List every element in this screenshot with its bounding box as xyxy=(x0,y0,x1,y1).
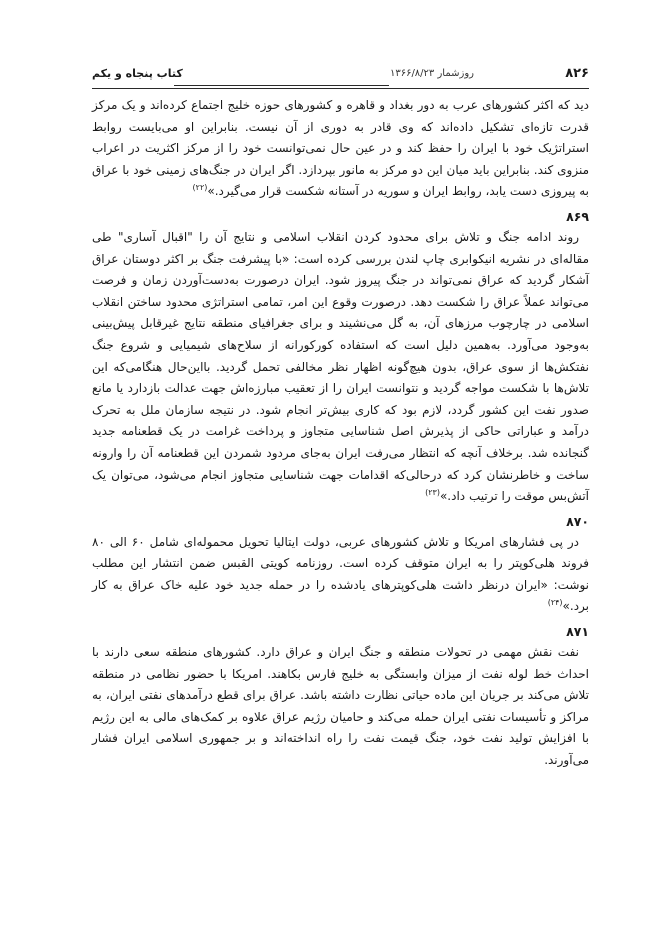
entry-number: ۸۷۰ xyxy=(566,513,589,529)
intro-paragraph xyxy=(92,95,589,203)
running-header xyxy=(92,64,589,89)
header-rule xyxy=(174,85,389,86)
footnote-ref: (۲۲) xyxy=(192,183,208,193)
paragraph-text: در پی فشارهای امریکا و تلاش کشورهای عربی، دولت ایتالیا تحویل محموله‌ای شامل ۶۰ الی ۸۰ فروند هلی‌کوپتر را به ایران متوقف کرده است. روزنامه کویتی القبس ضمن انتشار این مطلب نوشت: «ایران درنظر داشت هلی‌کوپترهای یادشده را در حمله جدید خود علیه خاک عراق به کار برد.» xyxy=(92,534,589,614)
footnote-ref: (۲۴) xyxy=(547,598,563,608)
page-number: ۸۲۶ xyxy=(565,66,589,81)
entry-number: ۸۶۹ xyxy=(566,208,589,224)
entry-number: ۸۷۱ xyxy=(566,624,589,640)
entry-paragraph xyxy=(92,642,589,772)
entry-paragraph xyxy=(92,532,589,618)
entry-869 xyxy=(92,209,589,508)
footnote-ref: (۲۳) xyxy=(425,488,440,498)
entry-paragraph xyxy=(92,227,589,508)
paragraph-text: روند ادامه جنگ و تلاش برای محدود کردن انقلاب اسلامی و نتایج آن را "اقبال آساری" طی مقاله‌ای در نشریه انیکوابری چاپ لندن بررسی کرده است: «با پیشرفت جنگ بر اکثر دوستان عراق آشکار گردید که عراق نمی‌تواند در جنگ پیروز شود. ایران درصورت به‌دست‌آوردن زمان و فرصت می‌تواند عملاً عراق را شکست دهد. درصورت وقوع این امر، تمامی استراتژی محدود ساختن انقلاب اسلامی در چارچوب مرزهای آن، به گل می‌نشیند و برای جغرافیای منطقه نتایج غیرقابل پیش‌بینی به‌وجود می‌آورد. به‌همین دلیل است که استفاده کورکورانه از سلاح‌های شیمیایی و شروع جنگ نفتکش‌ها از سوی عراق، بدون هیچ‌گونه اظهار نظر مخالفی تحمل گردید. بااین‌حال هنگامی‌که این تلاش‌ها با شکست مواجه گردید و نتوانست ایران را از تعقیب مبارزه‌اش جهت عدالت بازدارد یا مانع صدور نفت این کشور گردد، لازم بود که کاری بیش‌تر انجام شود. در نتیجه سازمان ملل به تحرک درآمد و عباراتی حاکی از پذیرش اصل شناسایی متجاوز و پرداخت غرامت در یک قطعنامه جدید گنجانده شد. برخلاف آنچه که انتظار می‌رفت ایران به‌جای مردود شمردن این قطعنامه آن را وارونه ساخت و خاطرنشان کرد که درحالی‌که اقدامات جهت شناسایی متجاوز انجام می‌شود، می‌توان یک آتش‌بس موقت را ترتیب داد.» xyxy=(92,229,589,504)
book-title: کتاب پنجاه و یکم xyxy=(92,67,183,80)
entry-871 xyxy=(92,624,589,772)
paragraph-text: دید که اکثر کشورهای عرب به دور بغداد و قاهره و کشورهای حوزه خلیج اجتماع کرده‌اند و یک مرکز قدرت تازه‌ای تشکیل داده‌اند که وی قادر به دوری از آن نیست. بنابراین او می‌بایست روابط استراتژیک خود با ایران را حفظ کند و در عین حال نمی‌توانست خود را از مرکز اکثریت در اعراب منزوی کند. بنابراین باید میان این دو مرکز به مانور بپردازد. اگر ایران در جنگ‌های زمینی خود با عراق به پیروزی دست یابد، روابط ایران و سوریه در آستانه شکست قرار می‌گیرد.» xyxy=(92,98,589,199)
chronicle-date: روزشمار ۱۳۶۶/۸/۲۳ xyxy=(389,68,474,79)
document-page xyxy=(92,64,589,914)
entry-870 xyxy=(92,514,589,618)
page-content xyxy=(92,89,589,772)
paragraph-text: نفت نقش مهمی در تحولات منطقه و جنگ ایران و عراق دارد. کشورهای منطقه سعی دارند با احداث خط لوله نفت از میزان وابستگی به خلیج فارس بکاهند. امریکا با حضور نظامی در منطقه تلاش می‌کند بر جریان این ماده حیاتی نظارت داشته باشد. عراق برای قطع درآمدهای نفتی ایران، به مراکز و تأسیسات نفتی ایران حمله می‌کند و حامیان رژیم عراق علاوه بر کمک‌های مالی به این رژیم با افزایش تولید نفت خود، جنگ قیمت نفت را راه انداخته‌اند و بر جمهوری اسلامی ایران فشار می‌آورند. xyxy=(92,645,589,768)
